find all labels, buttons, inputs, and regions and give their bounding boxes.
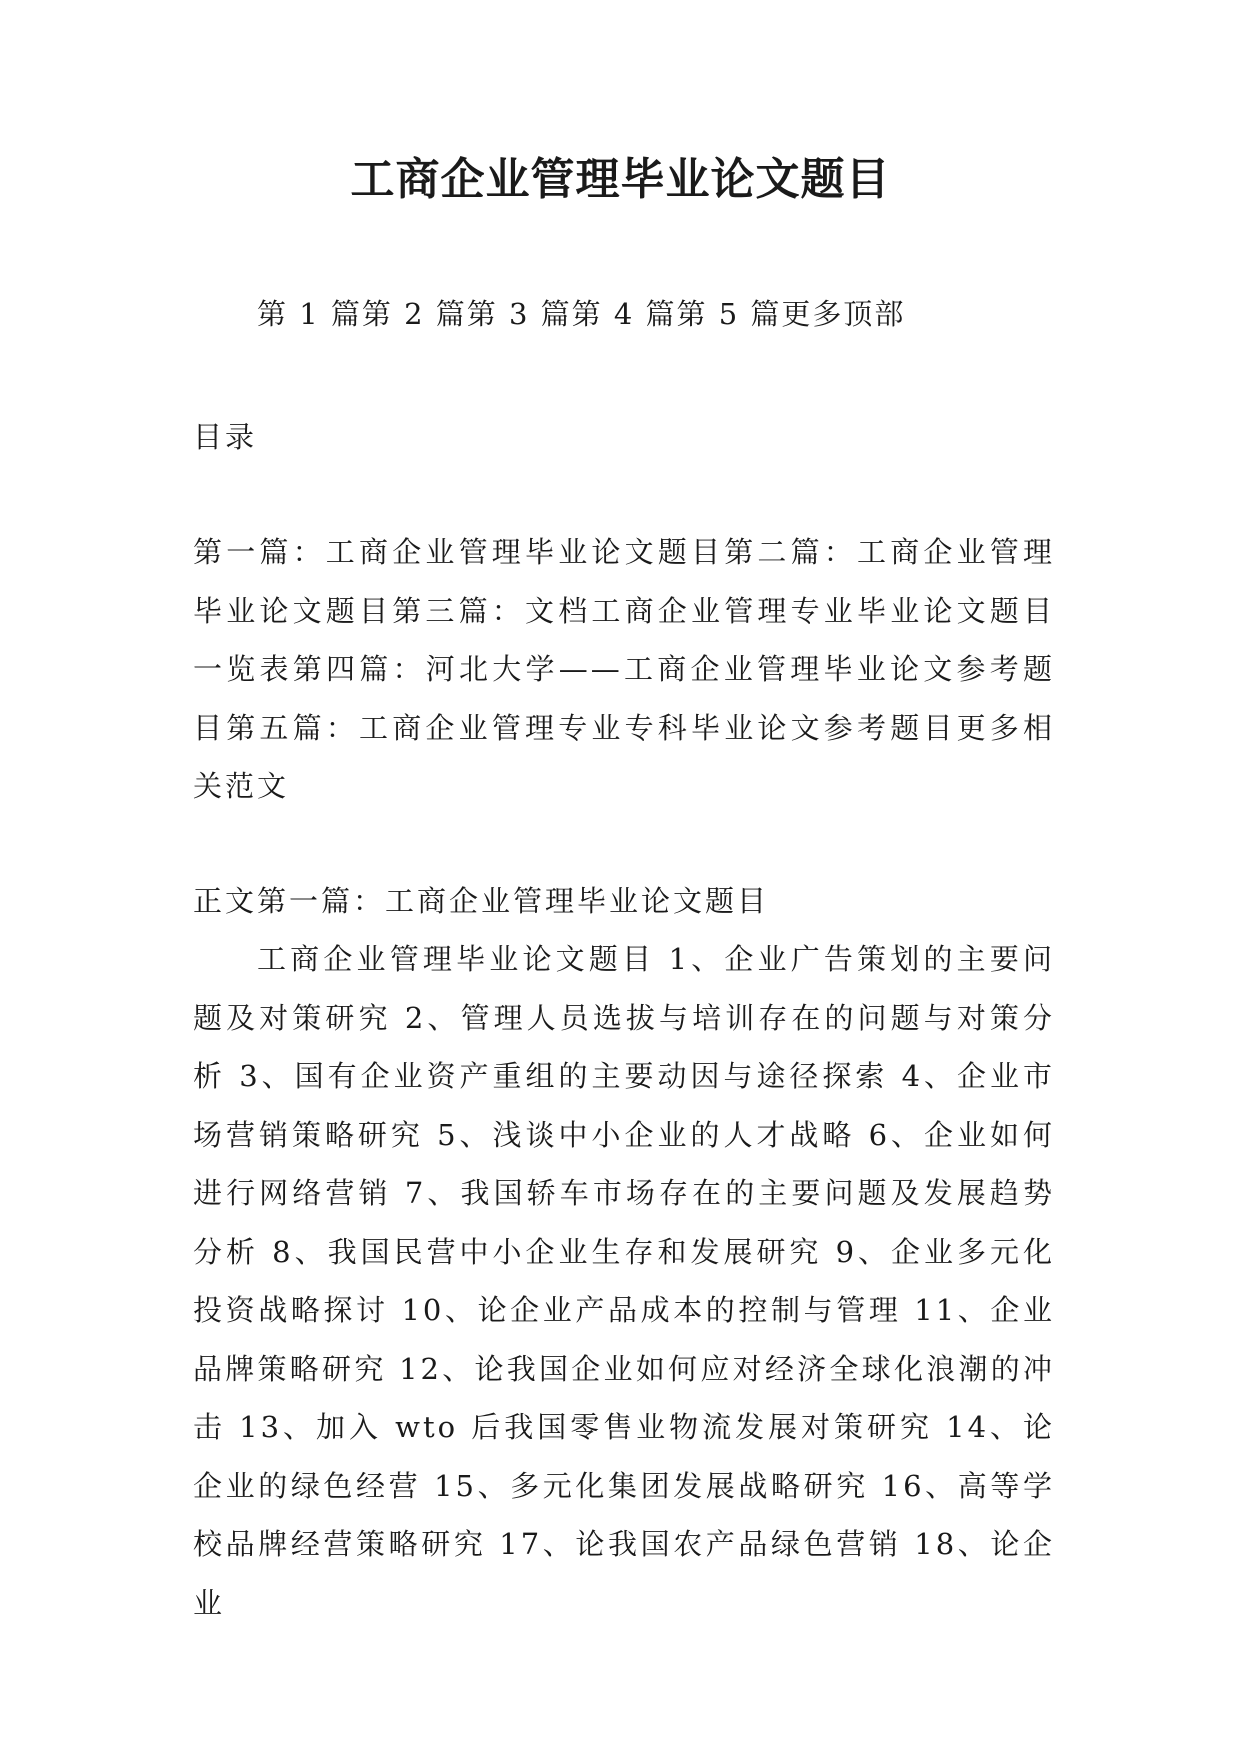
body-paragraph: 工商企业管理毕业论文题目 1、企业广告策划的主要问题及对策研究 2、管理人员选拔与培训存在的问题与对策分析 3、国有企业资产重组的主要动因与途径探索 4、企业市场营销策略研究 5、浅谈中小企业的人才战略 6、企业如何进行网络营销 7、我国轿车市场存在的主要问题及发展趋势分析 8、我国民营中小企业生存和发展研究 9、企业多元化投资战略探讨 10、论企业产品成本的控制与管理 11、企业品牌策略研究 12、论我国企业如何应对经济全球化浪潮的冲击 13、加入 wto 后我国零售业物流发展对策研究 14、论企业的绿色经营 15、多元化集团发展战略研究 16、高等学校品牌经营策略研究 17、论我国农产品绿色营销 18、论企业 bbox=[193, 942, 1055, 1620]
toc-heading: 目录 bbox=[193, 420, 258, 454]
toc-list: 第一篇：工商企业管理毕业论文题目第二篇：工商企业管理毕业论文题目第三篇：文档工商企业管理专业毕业论文题目一览表第四篇：河北大学——工商企业管理毕业论文参考题目第五篇：工商企业管理专业专科毕业论文参考题目更多相关范文 bbox=[193, 535, 1055, 803]
document-title: 工商企业管理毕业论文题目 bbox=[350, 154, 891, 205]
chapter-navigation: 第 1 篇第 2 篇第 3 篇第 4 篇第 5 篇更多顶部 bbox=[257, 297, 906, 331]
section-heading: 正文第一篇：工商企业管理毕业论文题目 bbox=[193, 884, 770, 918]
